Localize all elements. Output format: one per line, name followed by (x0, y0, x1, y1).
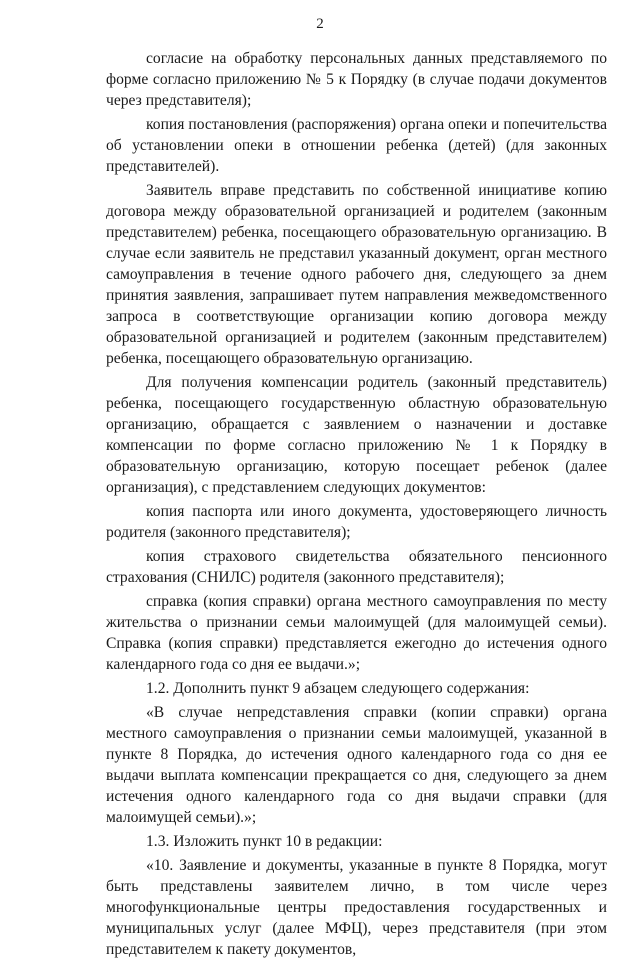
document-body (106, 48, 607, 963)
paragraph-consent: согласие на обработку персональных данных представляемого по форме согласно приложению № 5 к Порядку (в случае подачи документов через представителя); (106, 50, 607, 109)
paragraph-amendment-1-2-text: «В случае непредставления справки (копии справки) органа местного самоуправления о признании семьи малоимущей, указанной в пункте 8 Порядка, до истечения одного календарного года со дня ее выдачи выплата компенсации прекращается со дня, следующего за днем истечения одного календарного года со дня выдачи справки (для малоимущей семьи).»; (106, 704, 607, 826)
paragraph-amendment-1-2: 1.2. Дополнить пункт 9 абзацем следующего содержания: (146, 680, 530, 697)
paragraph-amendment-1-3: 1.3. Изложить пункт 10 в редакции: (146, 833, 383, 850)
page-number: 2 (316, 16, 324, 32)
paragraph-snils-copy: копия страхового свидетельства обязательного пенсионного страхования (СНИЛС) родителя (законного представителя); (106, 548, 607, 586)
paragraph-compensation-request: Для получения компенсации родитель (законный представитель) ребенка, посещающего государственную областную образовательную организацию, обращается с заявлением о назначении и доставке компенсации по форме согласно приложению № 1 к Порядку в образовательную организацию, которую посещает ребенок (далее организация), с представлением следующих документов: (106, 374, 607, 496)
paragraph-contract-copy: Заявитель вправе представить по собственной инициативе копию договора между образовательной организацией и родителем (законным представителем) ребенка, посещающего образовательную организацию. В случае если заявитель не представил указанный документ, орган местного самоуправления в течение одного рабочего дня, следующего за днем принятия заявления, запрашивает путем направления межведомственного запроса в соответствующие организации копию договора между образовательной организацией и родителем (законным представителем) ребенка, посещающего образовательную организацию. (106, 182, 607, 367)
paragraph-passport-copy: копия паспорта или иного документа, удостоверяющего личность родителя (законного представителя); (106, 503, 607, 541)
paragraph-low-income-certificate: справка (копия справки) органа местного самоуправления по месту жительства о признании семьи малоимущей (для малоимущей семьи). Справка (копия справки) представляется ежегодно до истечения одного календарного года со дня ее выдачи.»; (106, 593, 607, 673)
paragraph-point-10: «10. Заявление и документы, указанные в пункте 8 Порядка, могут быть представлены заявителем лично, в том числе через многофункциональные центры предоставления государственных и муниципальных услуг (далее МФЦ), через представителя (при этом представителем к пакету документов, (106, 857, 607, 958)
paragraph-guardianship-copy: копия постановления (распоряжения) органа опеки и попечительства об установлении опеки в отношении ребенка (детей) (для законных представителей). (106, 116, 607, 175)
